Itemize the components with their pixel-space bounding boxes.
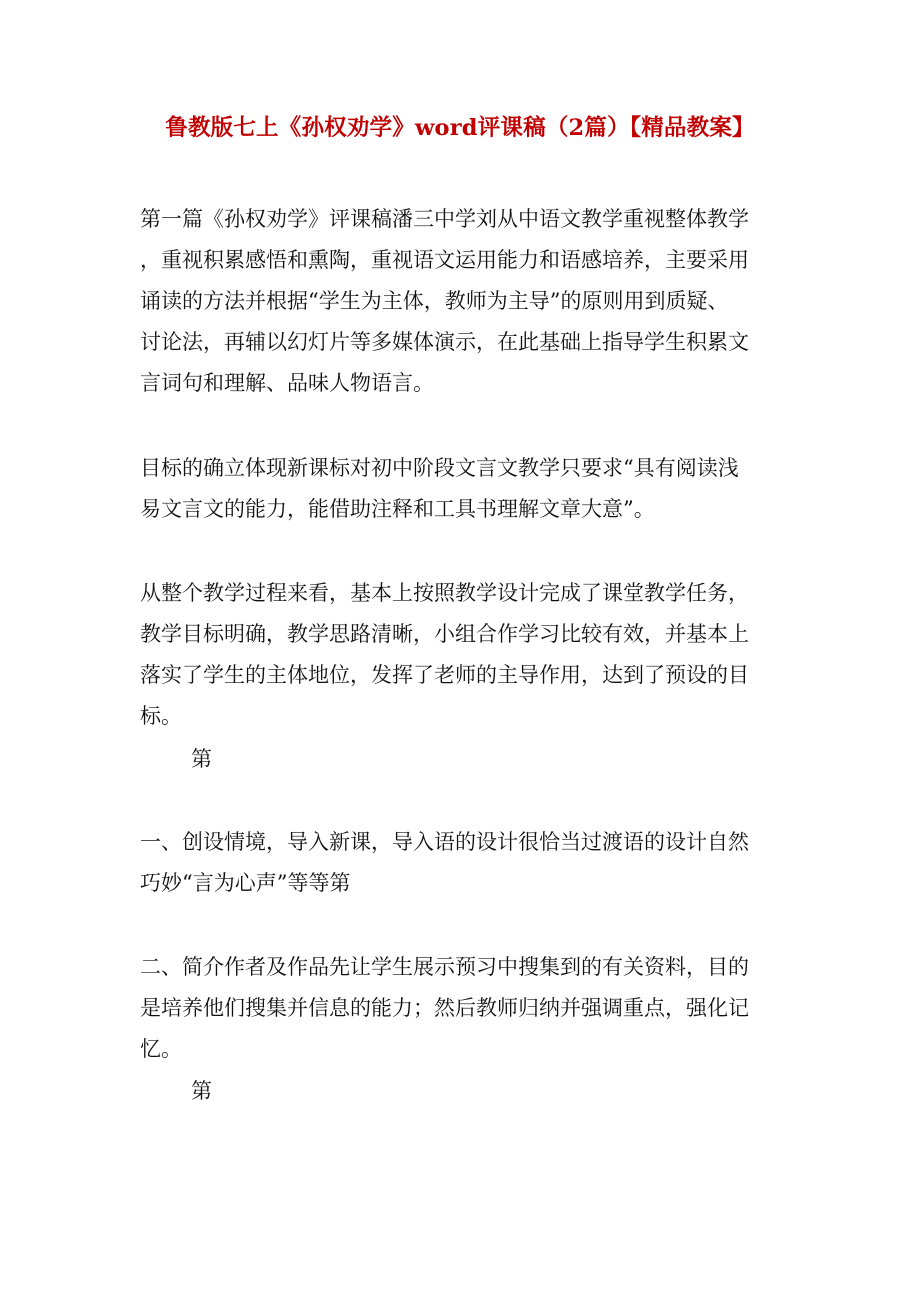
paragraph-line: 诵读的方法并根据“学生为主体，教师为主导”的原则用到质疑、 [140,289,729,313]
paragraph-line: 落实了学生的主体地位，发挥了老师的主导作用，达到了预设的目 [140,663,749,687]
paragraph-line: 二、简介作者及作品先让学生展示预习中搜集到的有关资料，目的 [140,955,749,979]
paragraph-line: 第一篇《孙权劝学》评课稿潘三中学刘从中语文教学重视整体教学 [140,207,749,231]
paragraph-3 [140,573,780,737]
paragraph-line: 教学目标明确，教学思路清晰，小组合作学习比较有效，并基本上 [140,622,749,646]
paragraph-line: 是培养他们搜集并信息的能力；然后教师归纳并强调重点，强化记 [140,996,749,1020]
paragraph-line: 目标的确立体现新课标对初中阶段文言文教学只要求“具有阅读浅 [140,456,739,480]
paragraph-line: 巧妙“言为心声”等等第 [140,871,351,895]
paragraph-4 [140,822,780,904]
paragraph-line: 标。 [140,704,182,728]
paragraph-2 [140,448,780,530]
paragraph-line: 一、创设情境，导入新课，导入语的设计很恰当过渡语的设计自然 [140,830,749,854]
paragraph-line: 从整个教学过程来看，基本上按照教学设计完成了课堂教学任务， [140,581,749,605]
paragraph-line: 讨论法，再辅以幻灯片等多媒体演示，在此基础上指导学生积累文 [140,330,749,354]
paragraph-line: 易文言文的能力，能借助注释和工具书理解文章大意”。 [140,497,655,521]
paragraph-line: ，重视积累感悟和熏陶，重视语文运用能力和语感培养，主要采用 [140,248,749,272]
paragraph-line: 忆。 [140,1037,182,1061]
document-title: 鲁教版七上《孙权劝学》word评课稿（2篇）【精品教案】 [165,115,755,141]
paragraph-1 [140,199,780,404]
paragraph-line: 言词句和理解、品味人物语言。 [140,371,434,395]
paragraph-5 [140,947,780,1070]
indent-mark: 第 [191,1079,212,1103]
indent-mark: 第 [191,747,212,771]
